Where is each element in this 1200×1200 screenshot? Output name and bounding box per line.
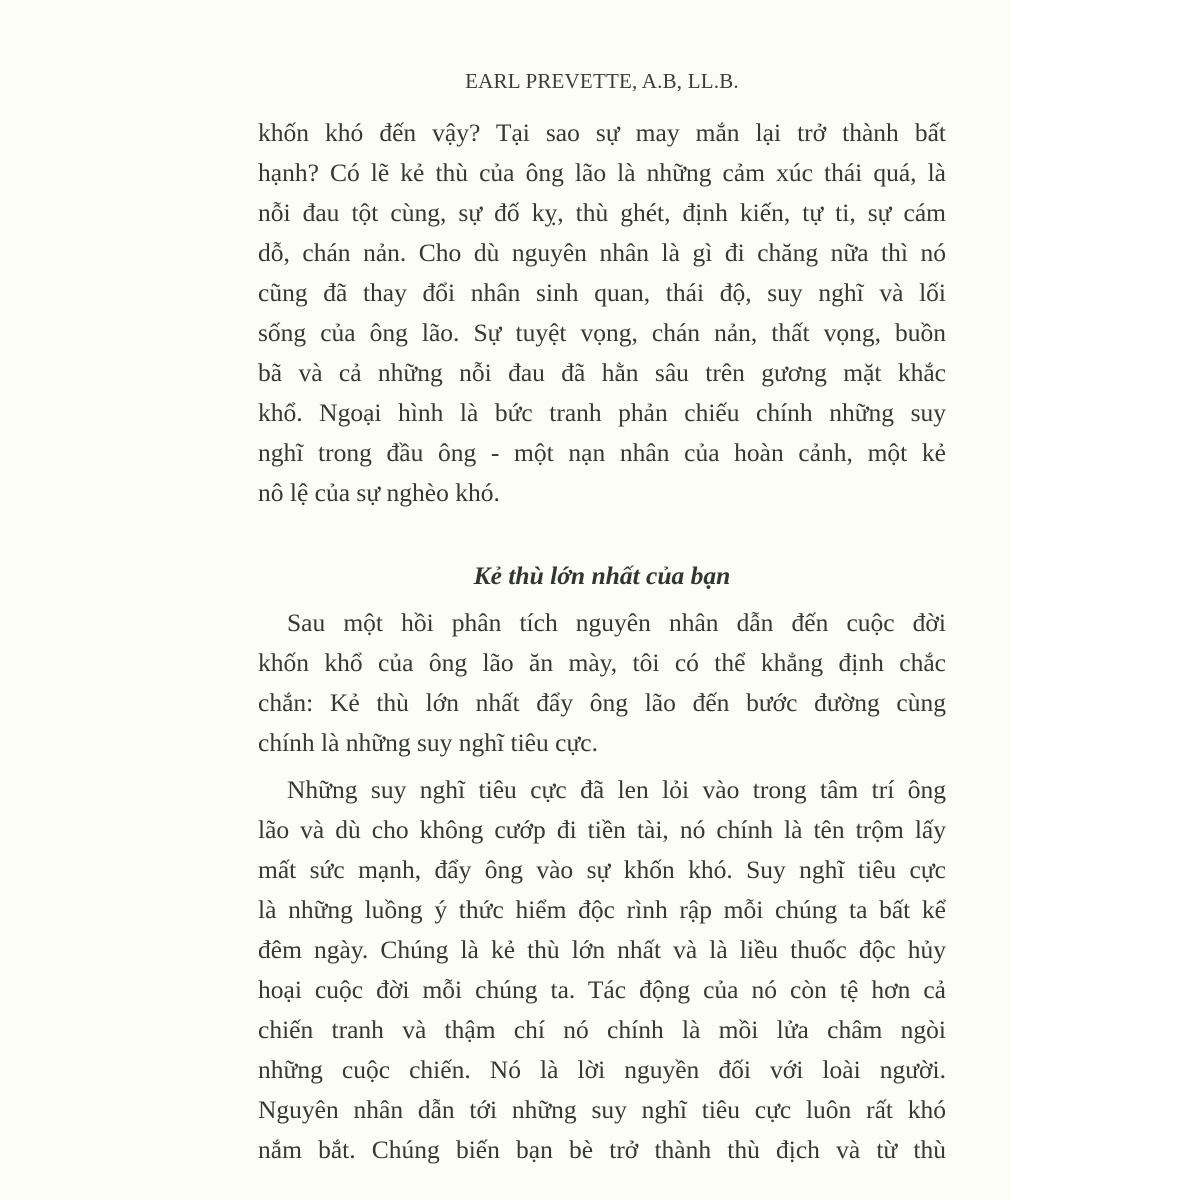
text-line: Nguyên nhân dẫn tới những suy nghĩ tiêu cực luôn rất khó	[258, 1095, 946, 1124]
text-line: cũng đã thay đổi nhân sinh quan, thái độ, suy nghĩ và lối	[258, 278, 946, 307]
text-line: lão và dù cho không cướp đi tiền tài, nó chính là tên trộm lấy	[258, 815, 946, 844]
paragraph-1	[258, 113, 946, 513]
section-heading: Kẻ thù lớn nhất của bạn	[473, 561, 731, 590]
text-line: Sau một hồi phân tích nguyên nhân dẫn đến cuộc đời	[287, 608, 946, 637]
paragraph-3-body	[258, 770, 946, 1170]
text-line: nghĩ trong đầu ông - một nạn nhân của hoàn cảnh, một kẻ	[258, 438, 946, 467]
text-line: nỗi đau tột cùng, sự đố kỵ, thù ghét, định kiến, tự ti, sự cám	[258, 198, 946, 227]
text-line: là những luồng ý thức hiểm độc rình rập mỗi chúng ta bất kể	[258, 895, 946, 924]
text-line: nô lệ của sự nghèo khó.	[258, 478, 500, 507]
text-line: mất sức mạnh, đẩy ông vào sự khốn khó. Suy nghĩ tiêu cực	[258, 855, 946, 884]
running-header: EARL PREVETTE, A.B, LL.B.	[465, 69, 739, 93]
text-line: dỗ, chán nản. Cho dù nguyên nhân là gì đi chăng nữa thì nó	[258, 238, 946, 267]
paragraph-1-body	[258, 113, 946, 513]
text-line: bã và cả những nỗi đau đã hằn sâu trên gương mặt khắc	[258, 358, 946, 387]
text-line: chính là những suy nghĩ tiêu cực.	[258, 728, 598, 757]
paragraph-2-body	[258, 603, 946, 763]
text-line: khốn khó đến vậy? Tại sao sự may mắn lại trở thành bất	[258, 118, 946, 147]
text-line: chắn: Kẻ thù lớn nhất đẩy ông lão đến bước đường cùng	[258, 688, 946, 717]
text-line: sống của ông lão. Sự tuyệt vọng, chán nản, thất vọng, buồn	[258, 318, 946, 347]
text-line: hạnh? Có lẽ kẻ thù của ông lão là những cảm xúc thái quá, là	[258, 158, 946, 187]
text-line: Những suy nghĩ tiêu cực đã len lỏi vào trong tâm trí ông	[287, 775, 946, 804]
text-line: khốn khổ của ông lão ăn mày, tôi có thể khẳng định chắc	[258, 648, 946, 677]
text-line: đêm ngày. Chúng là kẻ thù lớn nhất và là liều thuốc độc hủy	[258, 935, 946, 964]
text-line: những cuộc chiến. Nó là lời nguyền đối với loài người.	[258, 1055, 946, 1084]
paragraph-2	[258, 603, 946, 763]
text-line: khổ. Ngoại hình là bức tranh phản chiếu chính những suy	[258, 398, 946, 427]
text-line: nắm bắt. Chúng biến bạn bè trở thành thù địch và từ thù	[258, 1135, 946, 1164]
text-line: hoại cuộc đời mỗi chúng ta. Tác động của nó còn tệ hơn cả	[258, 975, 946, 1004]
text-line: chiến tranh và thậm chí nó chính là mồi lửa châm ngòi	[258, 1015, 946, 1044]
paragraph-3	[258, 770, 946, 1170]
